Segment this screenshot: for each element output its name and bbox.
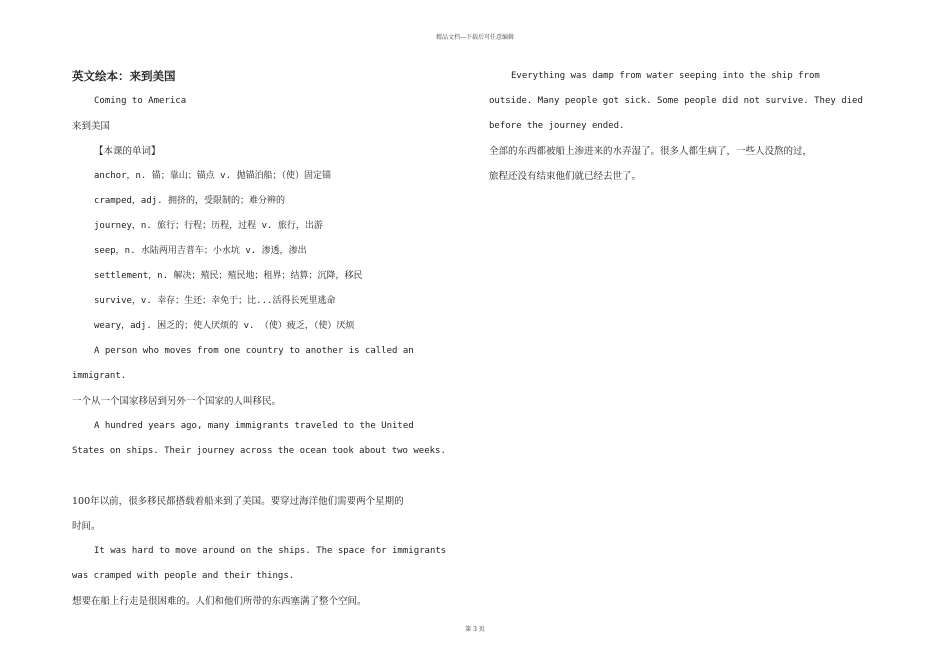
document-title: 英文绘本：来到美国 [72, 69, 176, 83]
subtitle-chinese: 来到美国 [72, 121, 111, 132]
paragraph-2-english-line-1: A hundred years ago, many immigrants traveled to the United [94, 421, 414, 431]
left-column [72, 64, 464, 614]
paragraph-3-chinese: 想要在船上行走是很困难的。人们和他们所带的东西塞满了整个空间。 [72, 596, 367, 607]
paragraph-4-english-line-2: outside. Many people got sick. Some people did not survive. They died [489, 96, 863, 106]
right-column [489, 64, 884, 189]
vocab-item-seep: seep，n. 水陆两用吉普车；小水坑 v. 渗透，渗出 [94, 246, 307, 256]
paragraph-2-chinese-line-2: 时间。 [72, 521, 101, 532]
paragraph-spacer [72, 464, 464, 489]
paragraph-2-chinese-line-1: 100年以前，很多移民都搭载着船来到了美国。要穿过海洋他们需要两个星期的 [72, 496, 404, 507]
vocab-item-cramped: cramped，adj. 拥挤的，受限制的；难分辨的 [94, 196, 286, 206]
paragraph-4-english-line-3: before the journey ended. [489, 121, 625, 131]
paragraph-4-english-line-1: Everything was damp from water seeping into the ship from [511, 71, 820, 81]
vocab-item-survive: survive，v. 幸存；生还；幸免于；比...活得长死里逃命 [94, 296, 336, 306]
page-header: 精品文档---下载后可任意编辑 [435, 34, 515, 41]
paragraph-1-english-line-1: A person who moves from one country to another is called an [94, 346, 414, 356]
vocab-item-anchor: anchor，n. 锚；靠山；锚点 v. 抛锚泊船；（使）固定锚 [94, 171, 331, 181]
subtitle-english: Coming to America [94, 96, 187, 106]
page-footer: 第 3 页 [465, 626, 485, 633]
paragraph-3-english-line-2: was cramped with people and their things. [72, 571, 295, 581]
vocab-item-weary: weary，adj. 困乏的；使人厌烦的 v. （使）疲乏，（使）厌烦 [94, 321, 355, 331]
paragraph-2-english-line-2: States on ships. Their journey across the ocean took about two weeks. [72, 446, 446, 456]
paragraph-1-english-line-2: immigrant. [72, 371, 127, 381]
vocab-item-settlement: settlement，n. 解决；殖民；殖民地；租界；结算；沉降，移民 [94, 271, 363, 281]
paragraph-1-chinese: 一个从一个国家移居到另外一个国家的人叫移民。 [72, 396, 282, 407]
paragraph-4-chinese-line-2: 旅程还没有结束他们就已经去世了。 [489, 171, 642, 182]
paragraph-4-chinese-line-1: 全部的东西都被船上渗进来的水弄湿了。很多人都生病了，一些人没熬的过， [489, 146, 813, 157]
vocab-heading: 【本课的单词】 [94, 146, 161, 157]
paragraph-3-english-line-1: It was hard to move around on the ships. The space for immigrants [94, 546, 447, 556]
vocab-item-journey: journey，n. 旅行；行程；历程，过程 v. 旅行，出游 [94, 221, 323, 231]
